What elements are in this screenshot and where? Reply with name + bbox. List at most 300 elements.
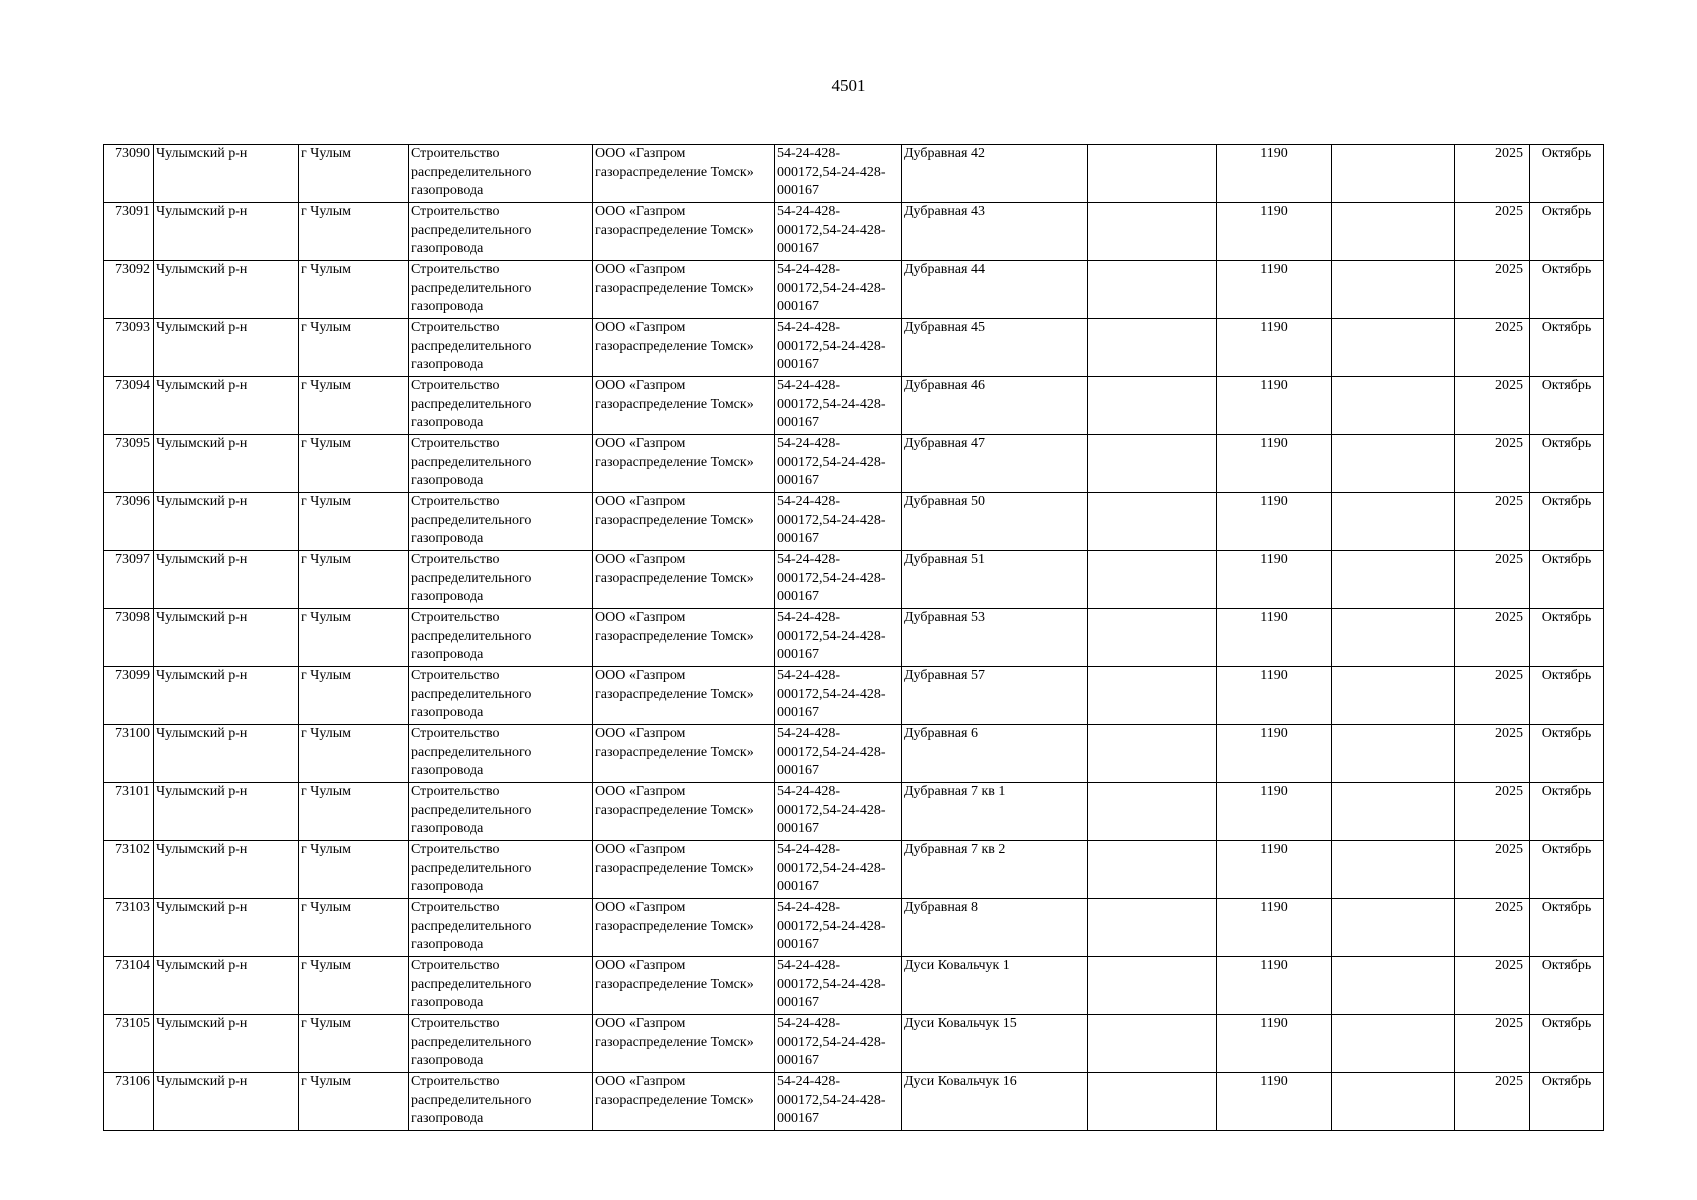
cell-organization	[593, 1073, 775, 1131]
cell-cadastral-number	[775, 493, 902, 551]
cell-district: Чулымский р-н	[154, 1073, 299, 1131]
cell-work-type-line: Строительство	[411, 262, 500, 277]
cell-cadastral-number-line: 000167	[777, 879, 819, 894]
cell-work-type-line: Строительство	[411, 726, 500, 741]
cell-work-type-line: распределительного	[411, 396, 532, 412]
cell-organization-line: газораспределение Томск»	[595, 918, 754, 934]
cell-cadastral-number-line: 000167	[777, 183, 819, 198]
cell-cadastral-number-line: 54-24-428-	[777, 494, 840, 509]
cell-work-type-line: распределительного	[411, 860, 532, 876]
cell-organization-line: ООО «Газпром	[595, 726, 686, 741]
cell-cadastral-number-line: 54-24-428-	[777, 204, 840, 219]
cell-empty	[1088, 1015, 1217, 1073]
cell-district: Чулымский р-н	[154, 261, 299, 319]
cell-work-type-line: Строительство	[411, 610, 500, 625]
cell-work-type-line: газопровода	[411, 531, 484, 546]
cell-work-type	[409, 725, 593, 783]
cell-organization-line: газораспределение Томск»	[595, 222, 754, 238]
cell-organization-line: газораспределение Томск»	[595, 744, 754, 760]
table-row	[104, 319, 1604, 377]
cell-value: 1190	[1217, 1073, 1332, 1131]
cell-locality: г Чулым	[299, 203, 409, 261]
cell-id: 73097	[104, 551, 154, 609]
cell-month: Октябрь	[1530, 609, 1604, 667]
cell-empty	[1332, 899, 1455, 957]
cell-value: 1190	[1217, 435, 1332, 493]
cell-work-type-line: Строительство	[411, 900, 500, 915]
cell-cadastral-number	[775, 841, 902, 899]
cell-year: 2025	[1455, 899, 1530, 957]
cell-empty	[1332, 493, 1455, 551]
cell-cadastral-number-line: 000167	[777, 531, 819, 546]
cell-work-type-line: Строительство	[411, 552, 500, 567]
cell-locality: г Чулым	[299, 377, 409, 435]
cell-empty	[1332, 319, 1455, 377]
cell-year: 2025	[1455, 609, 1530, 667]
cell-cadastral-number	[775, 667, 902, 725]
cell-cadastral-number-line: 000167	[777, 241, 819, 256]
cell-organization-line: газораспределение Томск»	[595, 338, 754, 354]
cell-address: Дубравная 50	[902, 493, 1088, 551]
cell-cadastral-number	[775, 435, 902, 493]
cell-address: Дубравная 51	[902, 551, 1088, 609]
cell-cadastral-number	[775, 1073, 902, 1131]
cell-work-type-line: Строительство	[411, 1074, 500, 1089]
cell-organization	[593, 841, 775, 899]
cell-organization-line: ООО «Газпром	[595, 958, 686, 973]
cell-cadastral-number-line: 000172,54-24-428-	[777, 454, 886, 470]
cell-id: 73095	[104, 435, 154, 493]
cell-empty	[1088, 435, 1217, 493]
registry-table	[103, 144, 1604, 1131]
cell-work-type-line: Строительство	[411, 146, 500, 161]
cell-organization-line: ООО «Газпром	[595, 552, 686, 567]
cell-address: Дуси Ковальчук 1	[902, 957, 1088, 1015]
cell-organization-line: газораспределение Томск»	[595, 802, 754, 818]
cell-month: Октябрь	[1530, 435, 1604, 493]
cell-organization-line: ООО «Газпром	[595, 436, 686, 451]
cell-cadastral-number-line: 54-24-428-	[777, 668, 840, 683]
cell-organization-line: газораспределение Томск»	[595, 164, 754, 180]
cell-address: Дубравная 6	[902, 725, 1088, 783]
cell-value: 1190	[1217, 261, 1332, 319]
cell-cadastral-number-line: 000167	[777, 647, 819, 662]
cell-id: 73104	[104, 957, 154, 1015]
cell-cadastral-number-line: 000172,54-24-428-	[777, 570, 886, 586]
cell-empty	[1088, 203, 1217, 261]
cell-value: 1190	[1217, 667, 1332, 725]
table-row	[104, 377, 1604, 435]
cell-cadastral-number-line: 54-24-428-	[777, 1074, 840, 1089]
cell-year: 2025	[1455, 377, 1530, 435]
cell-value: 1190	[1217, 783, 1332, 841]
cell-work-type-line: распределительного	[411, 338, 532, 354]
cell-organization-line: газораспределение Томск»	[595, 280, 754, 296]
cell-district: Чулымский р-н	[154, 609, 299, 667]
cell-cadastral-number-line: 000172,54-24-428-	[777, 802, 886, 818]
cell-organization	[593, 899, 775, 957]
cell-value: 1190	[1217, 957, 1332, 1015]
cell-work-type-line: газопровода	[411, 241, 484, 256]
cell-empty	[1088, 377, 1217, 435]
cell-work-type-line: Строительство	[411, 668, 500, 683]
cell-cadastral-number-line: 54-24-428-	[777, 900, 840, 915]
cell-work-type-line: распределительного	[411, 222, 532, 238]
cell-month: Октябрь	[1530, 667, 1604, 725]
cell-work-type-line: распределительного	[411, 1092, 532, 1108]
cell-cadastral-number	[775, 145, 902, 203]
cell-organization	[593, 725, 775, 783]
cell-organization-line: ООО «Газпром	[595, 320, 686, 335]
cell-work-type-line: распределительного	[411, 744, 532, 760]
cell-organization-line: газораспределение Томск»	[595, 1034, 754, 1050]
cell-month: Октябрь	[1530, 551, 1604, 609]
cell-work-type-line: Строительство	[411, 958, 500, 973]
cell-cadastral-number	[775, 783, 902, 841]
cell-work-type	[409, 609, 593, 667]
cell-work-type	[409, 783, 593, 841]
cell-month: Октябрь	[1530, 725, 1604, 783]
cell-organization	[593, 319, 775, 377]
cell-work-type-line: Строительство	[411, 842, 500, 857]
cell-cadastral-number-line: 54-24-428-	[777, 610, 840, 625]
cell-cadastral-number-line: 54-24-428-	[777, 784, 840, 799]
cell-locality: г Чулым	[299, 841, 409, 899]
cell-organization	[593, 377, 775, 435]
cell-empty	[1332, 667, 1455, 725]
cell-locality: г Чулым	[299, 957, 409, 1015]
cell-id: 73101	[104, 783, 154, 841]
cell-empty	[1088, 1073, 1217, 1131]
cell-cadastral-number-line: 54-24-428-	[777, 726, 840, 741]
table-row	[104, 667, 1604, 725]
cell-id: 73098	[104, 609, 154, 667]
cell-organization-line: ООО «Газпром	[595, 494, 686, 509]
cell-cadastral-number-line: 54-24-428-	[777, 262, 840, 277]
table-row	[104, 957, 1604, 1015]
cell-work-type-line: распределительного	[411, 454, 532, 470]
cell-work-type	[409, 435, 593, 493]
cell-month: Октябрь	[1530, 203, 1604, 261]
cell-empty	[1332, 145, 1455, 203]
cell-address: Дуси Ковальчук 16	[902, 1073, 1088, 1131]
cell-address: Дубравная 45	[902, 319, 1088, 377]
cell-year: 2025	[1455, 667, 1530, 725]
table-row	[104, 551, 1604, 609]
cell-organization-line: ООО «Газпром	[595, 784, 686, 799]
cell-value: 1190	[1217, 145, 1332, 203]
cell-cadastral-number-line: 000172,54-24-428-	[777, 744, 886, 760]
cell-district: Чулымский р-н	[154, 667, 299, 725]
cell-district: Чулымский р-н	[154, 551, 299, 609]
cell-year: 2025	[1455, 551, 1530, 609]
cell-work-type-line: Строительство	[411, 494, 500, 509]
cell-organization	[593, 1015, 775, 1073]
cell-empty	[1088, 261, 1217, 319]
cell-empty	[1332, 957, 1455, 1015]
cell-year: 2025	[1455, 1015, 1530, 1073]
cell-empty	[1088, 783, 1217, 841]
cell-month: Октябрь	[1530, 899, 1604, 957]
cell-month: Октябрь	[1530, 1073, 1604, 1131]
cell-cadastral-number-line: 000167	[777, 415, 819, 430]
cell-work-type-line: газопровода	[411, 705, 484, 720]
cell-work-type-line: распределительного	[411, 512, 532, 528]
cell-organization-line: ООО «Газпром	[595, 900, 686, 915]
cell-organization-line: ООО «Газпром	[595, 1016, 686, 1031]
cell-month: Октябрь	[1530, 377, 1604, 435]
cell-district: Чулымский р-н	[154, 319, 299, 377]
cell-cadastral-number-line: 000167	[777, 299, 819, 314]
cell-value: 1190	[1217, 377, 1332, 435]
cell-cadastral-number-line: 000167	[777, 763, 819, 778]
cell-cadastral-number-line: 54-24-428-	[777, 1016, 840, 1031]
cell-cadastral-number-line: 54-24-428-	[777, 320, 840, 335]
cell-work-type	[409, 319, 593, 377]
cell-work-type-line: распределительного	[411, 280, 532, 296]
cell-work-type-line: распределительного	[411, 570, 532, 586]
cell-organization-line: ООО «Газпром	[595, 204, 686, 219]
cell-year: 2025	[1455, 261, 1530, 319]
cell-work-type	[409, 1015, 593, 1073]
table-row	[104, 783, 1604, 841]
cell-empty	[1332, 609, 1455, 667]
cell-locality: г Чулым	[299, 1073, 409, 1131]
cell-year: 2025	[1455, 957, 1530, 1015]
cell-work-type-line: газопровода	[411, 821, 484, 836]
cell-locality: г Чулым	[299, 667, 409, 725]
cell-district: Чулымский р-н	[154, 1015, 299, 1073]
cell-id: 73105	[104, 1015, 154, 1073]
cell-cadastral-number	[775, 551, 902, 609]
cell-month: Октябрь	[1530, 145, 1604, 203]
cell-address: Дубравная 42	[902, 145, 1088, 203]
cell-value: 1190	[1217, 725, 1332, 783]
cell-cadastral-number-line: 000172,54-24-428-	[777, 860, 886, 876]
cell-empty	[1332, 377, 1455, 435]
cell-address: Дубравная 57	[902, 667, 1088, 725]
cell-cadastral-number	[775, 1015, 902, 1073]
cell-locality: г Чулым	[299, 899, 409, 957]
cell-organization-line: ООО «Газпром	[595, 146, 686, 161]
cell-id: 73093	[104, 319, 154, 377]
cell-id: 73106	[104, 1073, 154, 1131]
table-row	[104, 1015, 1604, 1073]
cell-cadastral-number-line: 000167	[777, 589, 819, 604]
cell-cadastral-number-line: 000167	[777, 705, 819, 720]
cell-district: Чулымский р-н	[154, 841, 299, 899]
cell-empty	[1332, 1073, 1455, 1131]
cell-work-type-line: Строительство	[411, 378, 500, 393]
cell-cadastral-number-line: 000172,54-24-428-	[777, 1034, 886, 1050]
table-row	[104, 841, 1604, 899]
cell-id: 73092	[104, 261, 154, 319]
cell-organization-line: ООО «Газпром	[595, 1074, 686, 1089]
cell-work-type	[409, 377, 593, 435]
cell-cadastral-number-line: 000172,54-24-428-	[777, 512, 886, 528]
cell-empty	[1088, 667, 1217, 725]
cell-id: 73102	[104, 841, 154, 899]
cell-cadastral-number-line: 000172,54-24-428-	[777, 280, 886, 296]
cell-cadastral-number-line: 000167	[777, 821, 819, 836]
cell-locality: г Чулым	[299, 435, 409, 493]
cell-work-type-line: распределительного	[411, 686, 532, 702]
cell-empty	[1088, 841, 1217, 899]
cell-organization-line: ООО «Газпром	[595, 610, 686, 625]
cell-work-type	[409, 261, 593, 319]
cell-work-type	[409, 667, 593, 725]
cell-cadastral-number-line: 000172,54-24-428-	[777, 222, 886, 238]
cell-work-type-line: газопровода	[411, 357, 484, 372]
cell-organization	[593, 145, 775, 203]
cell-work-type-line: Строительство	[411, 204, 500, 219]
cell-work-type-line: газопровода	[411, 473, 484, 488]
cell-work-type-line: газопровода	[411, 1111, 484, 1126]
cell-work-type-line: Строительство	[411, 784, 500, 799]
table-row	[104, 609, 1604, 667]
cell-cadastral-number-line: 000172,54-24-428-	[777, 628, 886, 644]
cell-organization-line: ООО «Газпром	[595, 262, 686, 277]
cell-work-type-line: газопровода	[411, 299, 484, 314]
cell-value: 1190	[1217, 203, 1332, 261]
cell-cadastral-number-line: 000167	[777, 1111, 819, 1126]
cell-district: Чулымский р-н	[154, 957, 299, 1015]
cell-locality: г Чулым	[299, 319, 409, 377]
cell-empty	[1088, 493, 1217, 551]
table-body	[104, 145, 1604, 1131]
cell-id: 73090	[104, 145, 154, 203]
cell-organization-line: газораспределение Томск»	[595, 570, 754, 586]
cell-district: Чулымский р-н	[154, 899, 299, 957]
cell-cadastral-number-line: 000172,54-24-428-	[777, 686, 886, 702]
cell-organization	[593, 667, 775, 725]
cell-month: Октябрь	[1530, 783, 1604, 841]
cell-year: 2025	[1455, 145, 1530, 203]
cell-cadastral-number	[775, 725, 902, 783]
cell-organization-line: ООО «Газпром	[595, 668, 686, 683]
cell-address: Дубравная 47	[902, 435, 1088, 493]
table-row	[104, 1073, 1604, 1131]
cell-organization	[593, 203, 775, 261]
cell-work-type	[409, 899, 593, 957]
cell-year: 2025	[1455, 783, 1530, 841]
cell-work-type-line: распределительного	[411, 628, 532, 644]
cell-work-type	[409, 841, 593, 899]
cell-work-type-line: газопровода	[411, 763, 484, 778]
cell-organization-line: газораспределение Томск»	[595, 860, 754, 876]
cell-empty	[1088, 319, 1217, 377]
cell-work-type-line: распределительного	[411, 976, 532, 992]
cell-month: Октябрь	[1530, 957, 1604, 1015]
cell-month: Октябрь	[1530, 1015, 1604, 1073]
cell-work-type-line: газопровода	[411, 995, 484, 1010]
cell-work-type	[409, 145, 593, 203]
cell-organization	[593, 261, 775, 319]
cell-district: Чулымский р-н	[154, 145, 299, 203]
cell-cadastral-number-line: 000172,54-24-428-	[777, 976, 886, 992]
cell-organization-line: ООО «Газпром	[595, 842, 686, 857]
cell-address: Дубравная 8	[902, 899, 1088, 957]
cell-district: Чулымский р-н	[154, 783, 299, 841]
cell-work-type-line: газопровода	[411, 1053, 484, 1068]
cell-cadastral-number-line: 000167	[777, 995, 819, 1010]
cell-work-type-line: распределительного	[411, 918, 532, 934]
cell-cadastral-number-line: 000167	[777, 473, 819, 488]
cell-value: 1190	[1217, 609, 1332, 667]
cell-work-type	[409, 1073, 593, 1131]
cell-empty	[1332, 783, 1455, 841]
table-row	[104, 203, 1604, 261]
cell-cadastral-number-line: 000172,54-24-428-	[777, 338, 886, 354]
cell-id: 73099	[104, 667, 154, 725]
cell-cadastral-number	[775, 957, 902, 1015]
cell-empty	[1332, 841, 1455, 899]
cell-work-type-line: газопровода	[411, 937, 484, 952]
cell-address: Дубравная 7 кв 2	[902, 841, 1088, 899]
cell-locality: г Чулым	[299, 493, 409, 551]
cell-month: Октябрь	[1530, 493, 1604, 551]
cell-cadastral-number-line: 000167	[777, 357, 819, 372]
cell-cadastral-number-line: 000172,54-24-428-	[777, 918, 886, 934]
cell-work-type-line: газопровода	[411, 589, 484, 604]
cell-organization-line: газораспределение Томск»	[595, 454, 754, 470]
cell-year: 2025	[1455, 1073, 1530, 1131]
cell-year: 2025	[1455, 725, 1530, 783]
cell-address: Дубравная 53	[902, 609, 1088, 667]
cell-cadastral-number-line: 54-24-428-	[777, 146, 840, 161]
cell-organization	[593, 551, 775, 609]
cell-cadastral-number	[775, 899, 902, 957]
cell-work-type-line: Строительство	[411, 1016, 500, 1031]
cell-work-type-line: распределительного	[411, 164, 532, 180]
cell-year: 2025	[1455, 203, 1530, 261]
cell-organization	[593, 957, 775, 1015]
cell-work-type	[409, 551, 593, 609]
cell-month: Октябрь	[1530, 261, 1604, 319]
cell-cadastral-number-line: 000167	[777, 1053, 819, 1068]
cell-work-type	[409, 493, 593, 551]
cell-work-type-line: Строительство	[411, 320, 500, 335]
cell-cadastral-number-line: 000172,54-24-428-	[777, 164, 886, 180]
cell-address: Дубравная 7 кв 1	[902, 783, 1088, 841]
cell-empty	[1332, 203, 1455, 261]
cell-locality: г Чулым	[299, 783, 409, 841]
cell-organization-line: газораспределение Томск»	[595, 512, 754, 528]
table-row	[104, 899, 1604, 957]
cell-locality: г Чулым	[299, 551, 409, 609]
cell-address: Дубравная 44	[902, 261, 1088, 319]
cell-empty	[1332, 1015, 1455, 1073]
cell-id: 73091	[104, 203, 154, 261]
cell-cadastral-number-line: 54-24-428-	[777, 378, 840, 393]
page-number: 4501	[831, 76, 866, 95]
cell-empty	[1088, 957, 1217, 1015]
cell-organization-line: газораспределение Томск»	[595, 628, 754, 644]
cell-organization	[593, 783, 775, 841]
cell-year: 2025	[1455, 319, 1530, 377]
cell-cadastral-number-line: 54-24-428-	[777, 958, 840, 973]
cell-empty	[1088, 145, 1217, 203]
cell-address: Дубравная 46	[902, 377, 1088, 435]
cell-organization-line: газораспределение Томск»	[595, 1092, 754, 1108]
cell-organization-line: газораспределение Томск»	[595, 976, 754, 992]
cell-district: Чулымский р-н	[154, 203, 299, 261]
cell-value: 1190	[1217, 1015, 1332, 1073]
cell-month: Октябрь	[1530, 841, 1604, 899]
cell-id: 73094	[104, 377, 154, 435]
cell-work-type-line: газопровода	[411, 183, 484, 198]
cell-empty	[1332, 725, 1455, 783]
